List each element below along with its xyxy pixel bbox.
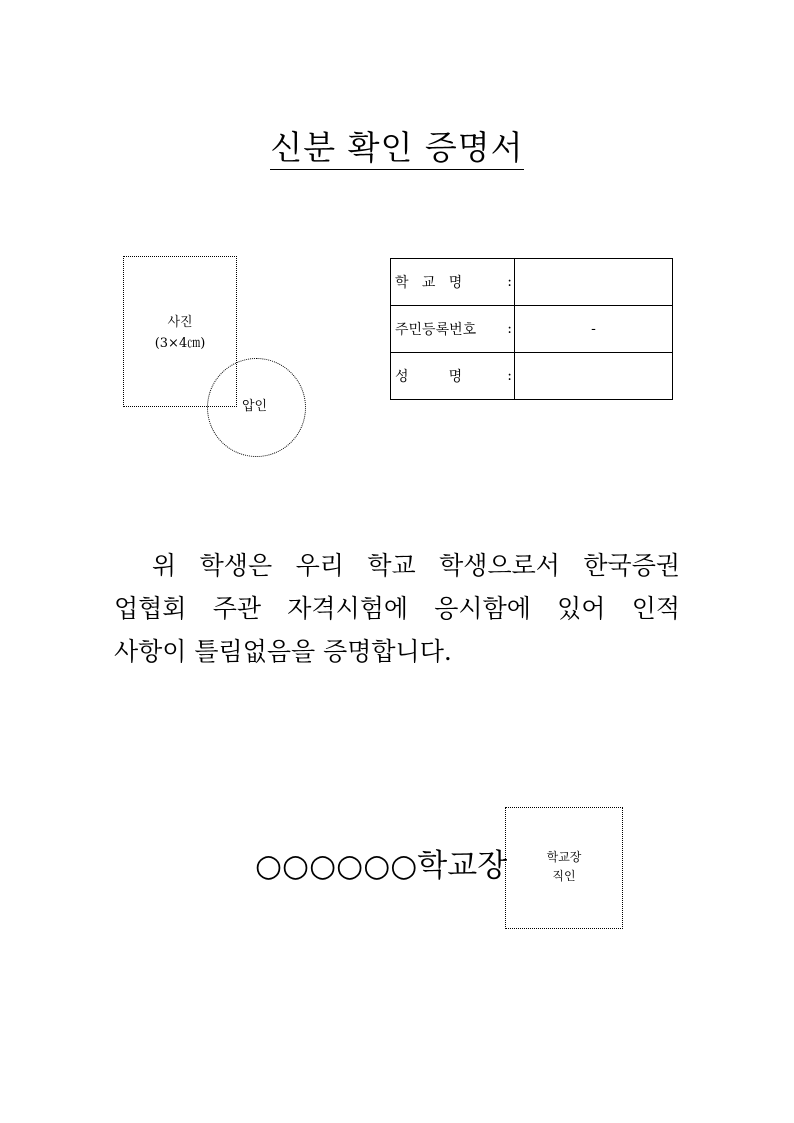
photo-size-label: (3×4㎝) <box>154 336 206 351</box>
certification-statement <box>114 544 680 673</box>
school-name-placeholder: ○○○○○○ <box>255 848 418 884</box>
statement-line: 업협회 주관 자격시험에 응시함에 있어 인적 <box>114 594 680 623</box>
colon: : <box>507 368 512 384</box>
statement-line: 위 학생은 우리 학교 학생으로서 한국증권 <box>152 551 680 580</box>
school-name-label: 학 교 명 <box>395 275 463 291</box>
info-label-cell <box>391 259 515 306</box>
name-label: 성 명 <box>395 369 463 385</box>
table-row <box>391 353 673 400</box>
principal-seal-label-line2: 직인 <box>552 869 576 883</box>
colon: : <box>507 274 512 290</box>
table-row <box>391 259 673 306</box>
photo-label: 사진 <box>167 315 193 330</box>
name-value[interactable] <box>515 353 673 400</box>
info-label-cell <box>391 353 515 400</box>
embossed-seal-label: 압인 <box>242 399 268 414</box>
resident-number-label: 주민등록번호 <box>395 322 477 338</box>
resident-number-value[interactable]: - <box>515 306 673 353</box>
statement-line: 사항이 틀림없음을 증명합니다. <box>114 637 452 666</box>
school-name-value[interactable] <box>515 259 673 306</box>
document-title: 신분 확인 증명서 <box>270 129 523 170</box>
table-row <box>391 306 673 353</box>
principal-seal-label <box>540 848 588 886</box>
principal-seal-label-line1: 학교장 <box>546 850 582 864</box>
info-table <box>390 258 673 400</box>
principal-signature <box>255 846 507 886</box>
document-title-wrap <box>0 126 794 170</box>
info-label-cell <box>391 306 515 353</box>
colon: : <box>507 321 512 337</box>
principal-title: 학교장 <box>417 848 508 884</box>
